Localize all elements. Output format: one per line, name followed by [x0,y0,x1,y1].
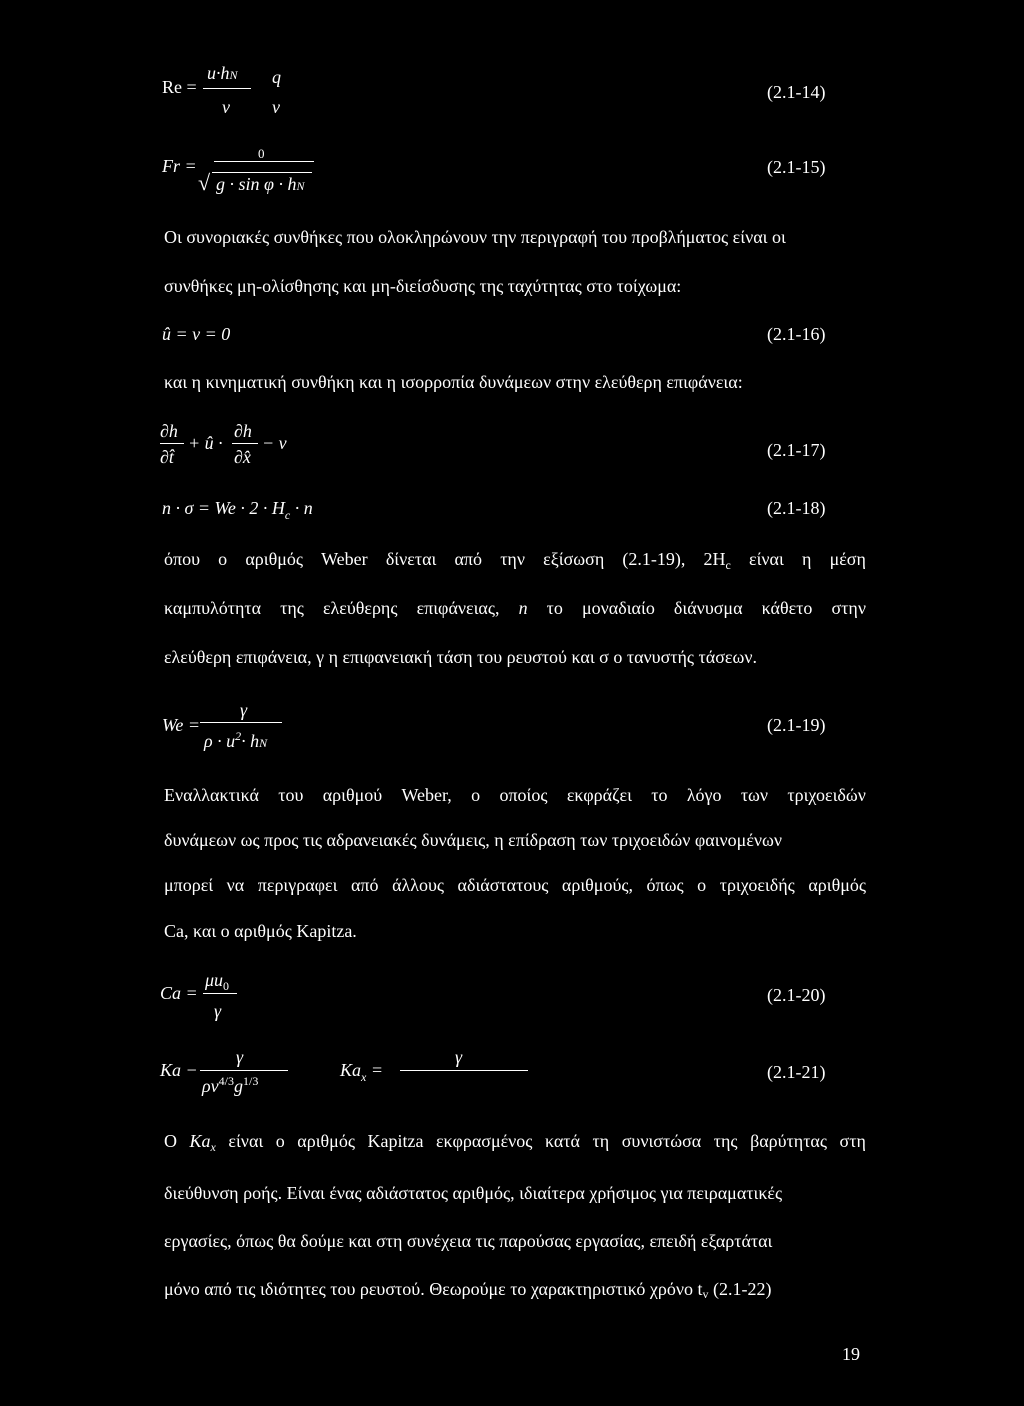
word: βαρύτητας [750,1131,827,1151]
word: στην [831,598,866,618]
word: των [740,785,769,805]
text-line: και η κινηματική συνθήκη και η ισορροπία δυνάμεων στην ελεύθερη επιφάνεια: [164,372,743,392]
text-line: Οι συνοριακές συνθήκες που ολοκληρώνουν την περιγραφή του προβλήματος είναι οι [164,227,786,247]
word: επιφάνειας, [416,598,500,618]
word: του [278,785,304,805]
eq-tail: · n [294,498,313,518]
word: είναι [228,1131,264,1151]
eq-denominator: ∂t̂ [160,447,174,467]
fraction-bar [160,443,184,444]
eq-den-text: ρ · u [204,731,236,751]
eq-text: n · σ = We · 2 · H [162,498,285,518]
equation-number: (2.1-18) [767,498,826,518]
eq-text: Ka [340,1060,362,1080]
equation-number: (2.1-20) [767,985,826,1005]
word: Εναλλακτικά [164,785,259,805]
word: καμπυλότητα [164,598,262,618]
fraction-bar [232,443,258,444]
text-run: (2.1-22) [708,1279,772,1299]
eq-sup-2: 1/3 [242,1074,259,1088]
eq-numerator [207,63,238,84]
equation-number: (2.1-14) [767,82,826,102]
equation-capillary: Ca = [160,983,198,1003]
word: το [651,785,668,805]
text-line-justified [164,599,866,617]
word: (2.1-19), [622,549,686,569]
word: Kapitza [367,1131,424,1151]
eq-sub: x [361,1070,367,1084]
word: να [226,875,245,895]
fraction-bar [200,1070,288,1071]
eq-num-text: u·h [207,63,230,83]
eq-denominator [204,729,267,752]
word: της [713,1131,738,1151]
word: κάθετο [761,598,813,618]
equation-stress-balance [162,498,313,523]
eq-sub: N [229,68,238,82]
equation-number: (2.1-15) [767,157,826,177]
eq-numerator: γ [240,700,248,720]
eq-denominator-2: ∂x̂ [234,447,251,467]
text-sub: v [702,1287,709,1301]
word: αριθμός [808,875,866,895]
eq-denominator [202,1074,258,1097]
text-line-justified [164,1132,866,1156]
equation-number: (2.1-19) [767,715,826,735]
eq-sub: N [296,179,305,193]
eq-num-text: μu [205,970,224,990]
word: διάνυσμα [673,598,743,618]
text-line: συνθήκες μη-ολίσθησης και μη-διείσδυσης της ταχύτητας στο τοίχωμα: [164,276,682,296]
word: οποίος [499,785,548,805]
word: μπορεί [164,875,214,895]
equation-number: (2.1-21) [767,1062,826,1082]
eq-sub: 0 [223,979,230,993]
word: εκφράζει [566,785,632,805]
eq-denominator: γ [214,1001,222,1021]
word: την [500,549,525,569]
word: τριχοειδής [719,875,795,895]
word: αριθμού [322,785,383,805]
eq-numerator: 0 [258,146,265,161]
eq-denominator-2: ν [272,97,280,117]
word: λόγο [686,785,722,805]
sqrt-bar [212,172,312,173]
page-number: 19 [842,1344,860,1364]
eq-numerator-2: q [272,67,281,87]
eq-sup: 2 [235,729,242,743]
word: ο [218,549,228,569]
word: αριθμός [297,1131,355,1151]
fraction-bar [214,161,314,162]
equation-kapitza-x [340,1060,383,1085]
text-run: μόνο από τις ιδιότητες του ρευστού. Θεωρούμε το χαρακτηριστικό χρόνο t [164,1279,703,1299]
word: κατά [544,1131,580,1151]
fraction-bar [200,722,282,723]
eq-den-text: g · sin φ · h [216,174,297,194]
text-line: διεύθυνση ροής. Είναι ένας αδιάστατος αριθμός, ιδιαίτερα χρήσιμος για πειραματικές [164,1183,783,1203]
word: $2H_c$ [703,549,731,572]
text-line-justified [164,786,866,804]
word: άλλους [392,875,444,895]
text-line: Ca, και ο αριθμός Kapitza. [164,921,357,941]
eq-lhs: Re = [162,77,197,97]
eq-denominator [216,174,304,195]
equation-weber: We = [162,715,200,735]
eq-numerator: ∂h [160,421,178,441]
eq-numerator: γ [236,1047,244,1067]
text-line [164,1280,771,1303]
word: στη [839,1131,866,1151]
word: εξίσωση [543,549,605,569]
word: μοναδιαίο [582,598,655,618]
word: Weber, [401,785,452,805]
eq-operator: = [370,1060,383,1080]
word: ο [697,875,707,895]
word: Weber [321,549,368,569]
word: αδιάστατους [457,875,549,895]
word: είναι [749,549,784,569]
word: δίνεται [385,549,437,569]
word: συνιστώσα [621,1131,702,1151]
eq-denominator: ν [222,97,230,117]
word: τριχοειδών [787,785,866,805]
word: από [454,549,483,569]
word: ελεύθερης [323,598,398,618]
eq-numerator-2: γ [455,1047,463,1067]
word: μέση [829,549,866,569]
equation-froude: Fr = [162,156,197,176]
text-line-justified [164,876,866,894]
word: x [210,1140,216,1154]
word: της [280,598,304,618]
eq-den-text-2: · h [241,731,260,751]
equation-kapitza: Ka − [160,1060,198,1080]
word: $Ka_x$ [189,1131,216,1154]
word: από [350,875,379,895]
text-line: ελεύθερη επιφάνεια, γ η επιφανειακή τάση του ρευστού και σ ο τανυστής τάσεων. [164,647,757,667]
word: n [518,598,528,618]
word: ο [471,785,481,805]
word: όπως [646,875,684,895]
text-line-justified [164,550,866,574]
equation-no-slip: û = v = 0 [162,324,231,344]
word: η [802,549,812,569]
fraction-bar [400,1070,528,1071]
equation-number: (2.1-16) [767,324,826,344]
equation-number: (2.1-17) [767,440,826,460]
eq-numerator [205,970,229,994]
eq-tail: − v [262,433,287,453]
eq-operator: + û · [188,433,223,453]
word: αριθμός [245,549,303,569]
eq-sub: c [284,508,291,522]
word: όπου [164,549,200,569]
word: ο [275,1131,285,1151]
eq-den-text-2: g [233,1076,243,1096]
eq-numerator-2: ∂h [234,421,252,441]
eq-den-text: ρν [202,1076,219,1096]
word: εκφρασμένος [435,1131,533,1151]
eq-sub: N [259,736,268,750]
fraction-bar [203,88,251,89]
word: το [546,598,563,618]
equation-reynolds [162,77,197,98]
word: τη [592,1131,610,1151]
sqrt-icon: √ [198,170,211,195]
word: περιγραφει [257,875,338,895]
word: αριθμούς, [561,875,633,895]
text-line: εργασίες, όπως θα δούμε και στη συνέχεια τις παρούσας εργασίας, επειδή εξαρτάται [164,1231,773,1251]
word: c [725,558,731,572]
eq-sup: 4/3 [218,1074,234,1088]
fraction-bar [203,993,237,994]
word: Ο [164,1131,177,1151]
text-line: δυνάμεων ως προς τις αδρανειακές δυνάμεις, η επίδραση των τριχοειδών φαινομένων [164,830,783,850]
